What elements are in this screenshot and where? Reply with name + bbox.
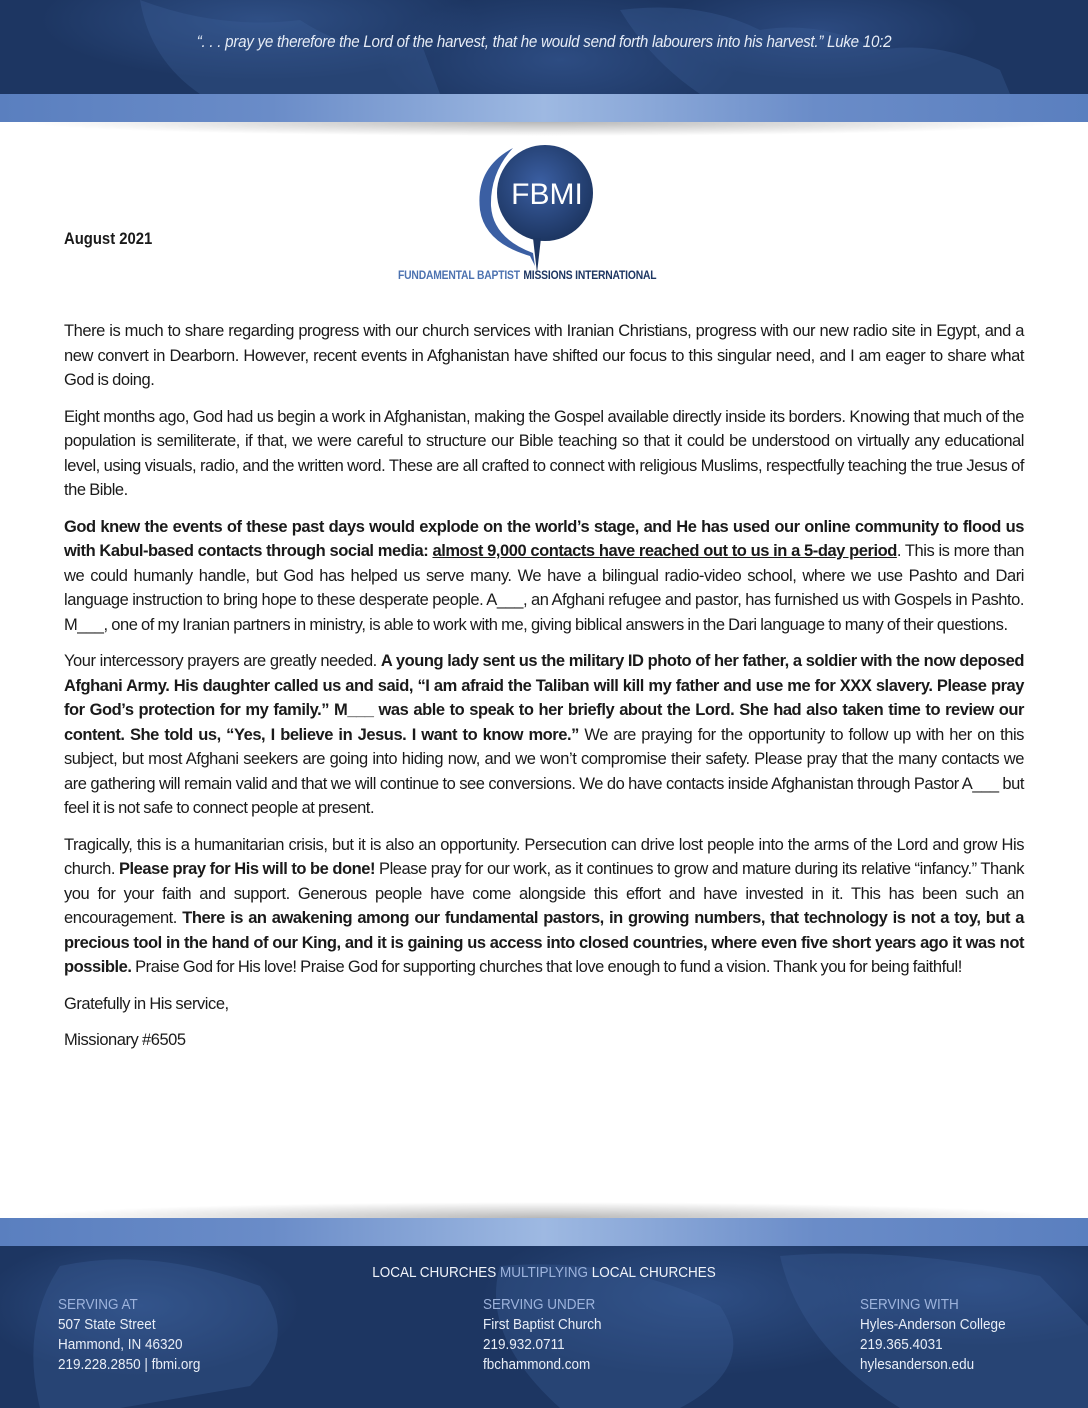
- footer-line: 507 State Street: [58, 1316, 156, 1333]
- p5-mid: Please pray for our work, as it continues to grow and mature during its relative “infancy.” Thank you for your faith and support. Generous people have come alongside this effort and have invested in it. This has been such an encouragement.: [64, 860, 1024, 927]
- paragraph-1: There is much to share regarding progress with our church services with Iranian Christians, progress with our new radio site in Egypt, and a new convert in Dearborn. However, recent events in Afghanistan have shifted our focus to this singular need, and I am eager to share what God is doing.: [64, 322, 1024, 389]
- footer-line: Hyles-Anderson College: [860, 1316, 1006, 1333]
- footer-line: 219.365.4031: [860, 1336, 943, 1353]
- p3-underlined: almost 9,000 contacts have reached out to us in a 5-day period: [432, 542, 897, 560]
- p5-bold-1: Please pray for His will to be done!: [118, 860, 376, 878]
- signature: Missionary #6505: [64, 1031, 186, 1049]
- fbmi-logo: [395, 138, 695, 288]
- footer-line: First Baptist Church: [483, 1316, 602, 1333]
- footer-line: hylesanderson.edu: [860, 1356, 975, 1373]
- letter-body: [64, 319, 1024, 1065]
- logo-name-dark: MISSIONS INTERNATIONAL: [523, 268, 657, 282]
- footer-line: Hammond, IN 46320: [58, 1336, 183, 1353]
- tagline-part-a: LOCAL CHURCHES: [372, 1264, 500, 1281]
- p5-end: Praise God for His love! Praise God for supporting churches that love enough to fund a vision. Thank you for being faithful!: [131, 958, 962, 976]
- p4-start: Your intercessory prayers are greatly needed.: [64, 652, 381, 670]
- header-shadow: [0, 122, 1088, 136]
- paragraph-2: Eight months ago, God had us begin a work in Afghanistan, making the Gospel available directly inside its borders. Knowing that much of the population is semiliterate, if that, we were careful to structure our Bible teaching so that it could be understood on virtually any educational level, using visuals, radio, and the written word. These are all crafted to connect with religious Muslims, respectfully teaching the true Jesus of the Bible.: [64, 407, 1024, 499]
- footer-col-serving-at: [58, 1295, 200, 1375]
- logo-monogram: FBMI: [511, 178, 583, 211]
- tagline-part-b: MULTIPLYING: [499, 1264, 589, 1281]
- paragraph-3: [64, 515, 1024, 638]
- footer-col-serving-under: [483, 1295, 602, 1375]
- footer-shadow: [0, 1202, 1088, 1218]
- p3-rest: . This is more than we could humanly handle, but God has helped us serve many. We have a bilingual radio-video school, where we use Pashto and Dari language instruction to bring hope to these desperate people. A___, an Afghani refugee and pastor, has furnished us with Gospels in Pashto. M___, one of my Iranian partners in ministry, is able to work with me, giving biblical answers in the Dari language to many of their questions.: [64, 542, 1024, 634]
- closing: Gratefully in His service,: [64, 994, 229, 1013]
- paragraph-4: [64, 649, 1024, 821]
- footer-col-heading: SERVING AT: [58, 1296, 138, 1313]
- scripture-quote: “. . . pray ye therefore the Lord of the harvest, that he would send forth labourers into his harvest.” Luke 10:2: [196, 33, 892, 51]
- logo-wordmark: [398, 268, 656, 282]
- footer-col-heading: SERVING WITH: [860, 1296, 959, 1313]
- footer-stripe: [0, 1218, 1088, 1246]
- header-stripe: [0, 94, 1088, 122]
- footer-col-serving-with: [860, 1295, 1006, 1375]
- p4-rest: We are praying for the opportunity to follow up with her on this subject, but most Afghani seekers are going into hiding now, and we won’t compromise their safety. Please pray that the many contacts we are gathering will remain valid and that we will continue to see conversions. We do have contacts inside Afghanistan through Pastor A___ but feel it is not safe to connect people at present.: [64, 725, 1024, 817]
- p4-bold: A young lady sent us the military ID photo of her father, a soldier with the now deposed Afghani Army. His daughter called us and said, “I am afraid the Taliban will kill my father and use me for XXX slavery. Please pray for God’s protection for my family.” M___ was able to speak to her briefly about the Lord. She had also taken time to review our content. She told us, “Yes, I believe in Jesus. I want to know more.”: [64, 652, 1025, 744]
- p3-bold: God knew the events of these past days would explode on the world’s stage, and He has used our online community to flood us with Kabul-based contacts through social media:: [64, 517, 1024, 560]
- footer-line: 219.932.0711: [483, 1336, 565, 1353]
- letter-date: August 2021: [64, 230, 153, 248]
- footer-col-heading: SERVING UNDER: [483, 1296, 596, 1313]
- footer-line: 219.228.2850 | fbmi.org: [58, 1356, 201, 1373]
- tagline-part-c: LOCAL CHURCHES: [588, 1264, 716, 1281]
- logo-name-light: FUNDAMENTAL BAPTIST: [398, 268, 520, 282]
- paragraph-5: [64, 833, 1024, 980]
- footer-tagline: [54, 1264, 1033, 1281]
- p5-start: Tragically, this is a humanitarian crisis, but it is also an opportunity. Persecution can drive lost people into the arms of the Lord and grow His church.: [64, 835, 1024, 878]
- footer-line: fbchammond.com: [483, 1356, 591, 1373]
- header-banner: [0, 0, 1088, 94]
- p5-bold-2: There is an awakening among our fundamental pastors, in growing numbers, that technology is not a toy, but a precious tool in the hand of our King, and it is gaining us access into closed countries, where even five short years ago it was not possible.: [64, 909, 1024, 976]
